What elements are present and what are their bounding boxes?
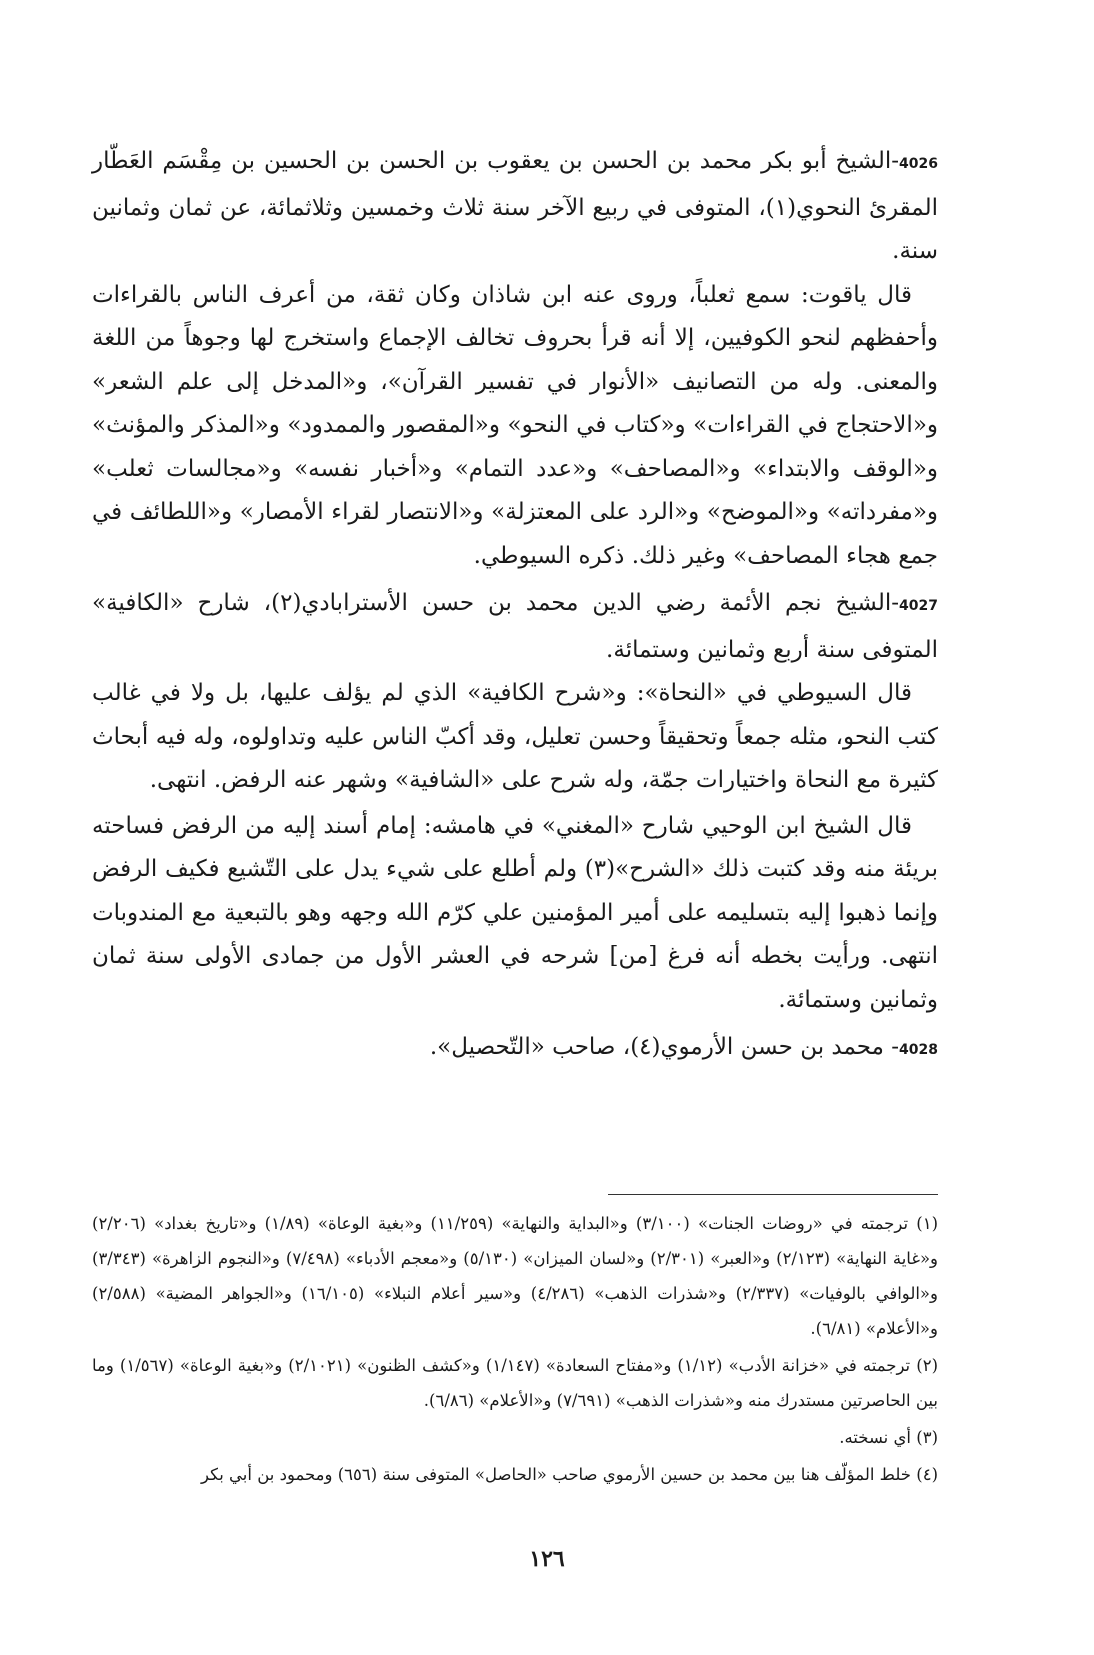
entry-number: 4027 <box>899 598 938 614</box>
footnote-4: (٤) خلط المؤلّف هنا بين محمد بن حسين الأرموي صاحب «الحاصل» المتوفى سنة (٦٥٦) ومحمود بن أبي بكر <box>200 1465 938 1484</box>
entry-paragraph: قال الشيخ ابن الوحيي شارح «المغني» في هامشه: إمام أسند إليه من الرفض فساحته بريئة منه وقد كتبت ذلك «الشرح»(٣) ولم أطلع على شيء يدل على التّشيع فكيف الرفض وإنما ذهبوا إليه بتسليمه على أمير المؤمنين علي كرّم الله وجهه وهو بالتبعية مع المندوبات انتهى. ورأيت بخطه أنه فرغ [من] شرحه في العشر الأول من جمادى الأولى سنة ثمان وثمانين وستمائة. <box>92 812 938 1013</box>
footnote-2: (٢) ترجمته في «خزانة الأدب» (١/١٢) و«مفتاح السعادة» (١/١٤٧) و«كشف الظنون» (٢/١٠٢١) و«بغية الوعاة» (١/٥٦٧) وما بين الحاصرتين مستدرك منه و«شذرات الذهب» (٧/٦٩١) و«الأعلام» (٦/٨٦). <box>92 1356 938 1410</box>
entry-heading <box>92 1026 938 1073</box>
entry-4028 <box>92 1026 938 1073</box>
entry-number: 4026 <box>899 156 938 172</box>
entry-heading <box>92 140 938 274</box>
entry-paragraph: قال ياقوت: سمع ثعلباً، وروى عنه ابن شاذان وكان ثقة، من أعرف الناس بالقراءات وأحفظهم لنحو الكوفيين، إلا أنه قرأ بحروف تخالف الإجماع واستخرج لها وجوهاً من اللغة والمعنى. وله من التصانيف «الأنوار في تفسير القرآن»، و«المدخل إلى علم الشعر» و«الاحتجاج في القراءات» و«كتاب في النحو» و«المقصور والممدود» و«المذكر والمؤنث» و«الوقف والابتداء» و«المصاحف» و«عدد التمام» و«أخبار نفسه» و«مجالسات ثعلب» و«مفرداته» و«الموضح» و«الرد على المعتزلة» و«الانتصار لقراء الأمصار» و«اللطائف في جمع هجاء المصاحف» وغير ذلك. ذكره السيوطي. <box>92 281 938 569</box>
entry-heading-text: -الشيخ نجم الأئمة رضي الدين محمد بن حسن الأسترابادي(٢)، شارح «الكافية» المتوفى سنة أربع وثمانين وستمائة. <box>92 590 938 663</box>
footnote-3: (٣) أي نسخته. <box>839 1428 938 1447</box>
entry-4027 <box>92 582 938 1022</box>
main-text <box>92 140 938 1077</box>
entry-number: 4028 <box>899 1042 938 1058</box>
entry-heading <box>92 582 938 672</box>
footnote-separator <box>608 1194 938 1195</box>
footnotes <box>92 1206 938 1494</box>
entry-heading-text: - محمد بن حسن الأرموي(٤)، صاحب «التّحصيل». <box>429 1034 900 1060</box>
entry-4026 <box>92 140 938 578</box>
footnote-1: (١) ترجمته في «روضات الجنات» (٣/١٠٠) و«البداية والنهاية» (١١/٢٥٩) و«بغية الوعاة» (١/٨٩) و«تاريخ بغداد» (٢/٢٠٦) و«غاية النهاية» (٢/١٢٣) و«العبر» (٢/٣٠١) و«لسان الميزان» (٥/١٣٠) و«معجم الأدباء» (٧/٤٩٨) و«النجوم الزاهرة» (٣/٣٤٣) و«الوافي بالوفيات» (٢/٣٣٧) و«شذرات الذهب» (٤/٢٨٦) و«سير أعلام النبلاء» (١٦/١٠٥) و«الجواهر المضية» (٢/٥٨٨) و«الأعلام» (٦/٨١). <box>92 1214 939 1338</box>
entry-paragraph: قال السيوطي في «النحاة»: و«شرح الكافية» الذي لم يؤلف عليها، بل ولا في غالب كتب النحو، مثله جمعاً وتحقيقاً وحسن تعليل، وقد أكبّ الناس عليه وتداولوه، وله فيه أبحاث كثيرة مع النحاة واختيارات جمّة، وله شرح على «الشافية» وشهر عنه الرفض. انتهى. <box>92 680 938 793</box>
page-number: ١٢٦ <box>529 1546 565 1572</box>
entry-heading-text: -الشيخ أبو بكر محمد بن الحسن بن يعقوب بن الحسن بن الحسين بن مِقْسَم العَطّار المقرئ النحوي(١)، المتوفى في ربيع الآخر سنة ثلاث وخمسين وثلاثمائة، عن ثمان وثمانين سنة. <box>92 148 938 264</box>
